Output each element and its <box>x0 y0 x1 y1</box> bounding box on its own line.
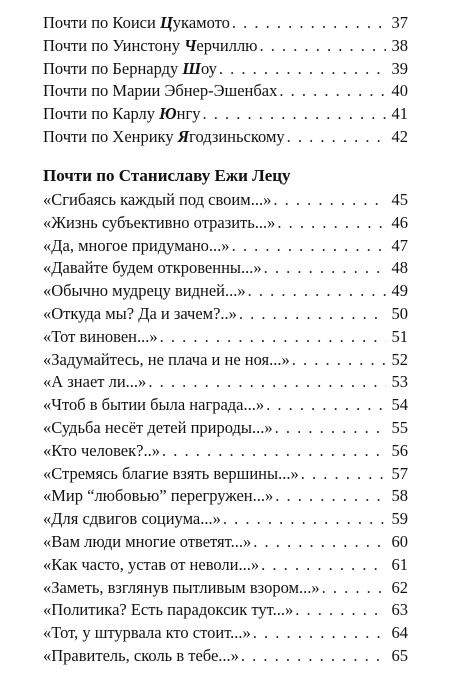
toc-entry-title <box>43 577 320 600</box>
toc-entry <box>43 394 408 417</box>
toc-entry <box>43 12 408 35</box>
toc-entry <box>43 58 408 81</box>
author-initial: Я <box>177 126 190 146</box>
toc-entry-title <box>43 303 237 326</box>
dot-leader <box>232 12 386 35</box>
toc-entry-title <box>43 622 251 645</box>
poem-title: «Судьба несёт детей природы...» <box>43 417 273 437</box>
toc-page-number: 40 <box>391 81 408 101</box>
author-initial: Ц <box>159 13 173 32</box>
toc-entry <box>43 531 408 554</box>
toc-entry <box>43 485 408 508</box>
toc-entry-title <box>43 326 158 349</box>
toc-page-number: 48 <box>391 258 408 278</box>
toc-entry <box>43 103 408 126</box>
dot-leader <box>253 622 386 645</box>
toc-entry-title <box>43 554 259 577</box>
dot-leader <box>275 485 386 508</box>
toc-entry-title <box>43 417 273 440</box>
poem-title: «Сгибаясь каждый под своим...» <box>43 190 272 209</box>
toc-entry <box>43 622 408 645</box>
author-initial: Ч <box>184 35 197 55</box>
toc-page-number: 58 <box>391 486 408 506</box>
toc-page-number: 37 <box>391 13 408 32</box>
toc-page-number: 63 <box>391 600 408 620</box>
toc-page-number: 38 <box>391 35 408 55</box>
toc-page-number: 56 <box>391 440 408 460</box>
poem-title: «Чтоб в бытии была награда...» <box>43 395 265 415</box>
toc-entry-title <box>43 440 160 463</box>
toc-page-number: 65 <box>391 645 408 665</box>
dot-leader <box>241 645 386 668</box>
poem-title: «Для сдвигов социума...» <box>43 509 221 529</box>
author-prefix: Почти по Хенрику <box>43 126 178 146</box>
dot-leader <box>148 371 386 394</box>
poem-title: «Правитель, сколь в тебе...» <box>43 645 239 665</box>
toc-entry <box>43 189 408 212</box>
dot-leader <box>202 103 386 126</box>
dot-leader <box>273 189 386 212</box>
author-initial: Ш <box>182 58 202 78</box>
toc-entry <box>43 235 408 258</box>
toc-entry <box>43 645 408 668</box>
poem-title: «Вам люди многие ответят...» <box>43 531 252 551</box>
dot-leader <box>239 303 386 326</box>
dot-leader <box>277 212 386 235</box>
toc-page-number: 50 <box>391 303 408 323</box>
toc-entry-title <box>43 189 271 212</box>
toc-entry <box>43 417 408 440</box>
top-toc-list <box>43 12 408 149</box>
toc-page-number: 42 <box>391 126 408 146</box>
toc-page-number: 49 <box>391 281 408 301</box>
toc-entry <box>43 212 408 235</box>
dot-leader <box>301 463 386 486</box>
author-rest: укамото <box>172 13 230 32</box>
dot-leader <box>253 531 386 554</box>
toc-entry-title <box>43 235 230 258</box>
poem-title: «Как часто, устав от неволи...» <box>43 554 260 574</box>
poem-title: «Заметь, взглянув пытливым взором...» <box>43 577 320 597</box>
poem-title: «А знает ли...» <box>43 372 147 392</box>
dot-leader <box>275 417 386 440</box>
author-rest: оу <box>201 58 217 78</box>
toc-entry <box>43 280 408 303</box>
toc-entry-title <box>43 463 299 486</box>
toc-entry-title <box>43 645 239 668</box>
poem-title: «Стремясь благие взять вершины...» <box>43 463 299 483</box>
poem-title: «Давайте будем откровенны...» <box>43 258 262 278</box>
toc-page-number: 57 <box>391 463 408 483</box>
toc-page-number: 45 <box>391 190 408 209</box>
poem-title: «Жизнь субъективно отразить...» <box>43 212 276 232</box>
toc-page-number: 52 <box>391 349 408 369</box>
section-heading: Почти по Станиславу Ежи Лецу <box>43 166 291 185</box>
dot-leader <box>260 35 386 58</box>
author-rest: нгу <box>176 104 201 124</box>
toc-entry-title <box>43 508 221 531</box>
dot-leader <box>219 58 386 81</box>
toc-entry-title <box>43 103 200 126</box>
dot-leader <box>232 235 386 258</box>
poem-title: «Кто человек?..» <box>43 440 160 460</box>
toc-page-number: 47 <box>391 235 408 255</box>
section-toc-list <box>43 189 408 668</box>
toc-entry-title <box>43 349 290 372</box>
poem-title: «Обычно мудрецу видней...» <box>43 281 246 301</box>
author-rest: годзиньскому <box>189 126 285 146</box>
poem-title: «Мир “любовью” перегружен...» <box>43 486 274 506</box>
toc-page-number: 54 <box>391 395 408 415</box>
author-prefix: Почти по Бернарду <box>43 58 183 78</box>
dot-leader <box>264 257 386 280</box>
toc-entry <box>43 440 408 463</box>
dot-leader <box>160 326 386 349</box>
toc-entry <box>43 599 408 622</box>
toc-entry <box>43 554 408 577</box>
toc-page-number: 60 <box>391 531 408 551</box>
dot-leader <box>279 80 386 103</box>
toc-entry-title <box>43 58 217 81</box>
toc-entry <box>43 257 408 280</box>
toc-entry-title <box>43 12 230 35</box>
toc-page-number: 62 <box>391 577 408 597</box>
author-rest: ерчиллю <box>196 35 258 55</box>
toc-entry <box>43 80 408 103</box>
toc-entry <box>43 463 408 486</box>
toc-entry-title <box>43 371 146 394</box>
dot-leader <box>287 126 386 149</box>
poem-title: «Да, многое придумано...» <box>43 235 230 255</box>
dot-leader <box>295 599 386 622</box>
toc-entry <box>43 577 408 600</box>
toc-entry <box>43 303 408 326</box>
author-prefix: Почти по Марии Эбнер-Эшенбах <box>43 81 278 101</box>
toc-entry-title <box>43 485 273 508</box>
poem-title: «Тот, у штурвала кто стоит...» <box>43 623 251 643</box>
author-prefix: Почти по Уинстону <box>43 35 185 55</box>
toc-page-number: 46 <box>391 212 408 232</box>
poem-title: «Политика? Есть парадоксик тут...» <box>43 600 294 620</box>
toc-entry-title <box>43 257 262 280</box>
toc-entry-title <box>43 126 285 149</box>
toc-entry-title <box>43 35 258 58</box>
toc-page-number: 59 <box>391 509 408 529</box>
dot-leader <box>248 280 386 303</box>
dot-leader <box>292 349 386 372</box>
toc-page-number: 39 <box>391 58 408 78</box>
dot-leader <box>322 577 386 600</box>
author-initial: Ю <box>159 104 177 124</box>
toc-entry <box>43 349 408 372</box>
dot-leader <box>162 440 386 463</box>
poem-title: «Тот виновен...» <box>43 326 158 346</box>
toc-entry <box>43 326 408 349</box>
toc-page-number: 51 <box>391 326 408 346</box>
dot-leader <box>266 394 386 417</box>
dot-leader <box>223 508 386 531</box>
toc-entry-title <box>43 212 275 235</box>
toc-page-number: 41 <box>391 104 408 124</box>
toc-entry <box>43 371 408 394</box>
toc-entry <box>43 508 408 531</box>
toc-page-number: 53 <box>391 372 408 392</box>
poem-title: «Откуда мы? Да и зачем?..» <box>43 303 237 323</box>
author-prefix: Почти по Коиси <box>43 13 160 32</box>
toc-entry-title <box>43 531 251 554</box>
toc-entry-title <box>43 599 293 622</box>
toc-page-number: 55 <box>391 417 408 437</box>
toc-entry-title <box>43 80 277 103</box>
toc-page-number: 61 <box>391 554 408 574</box>
poem-title: «Задумайтесь, не плача и не ноя...» <box>43 349 290 369</box>
toc-entry-title <box>43 280 246 303</box>
author-prefix: Почти по Карлу <box>43 104 160 124</box>
dot-leader <box>261 554 386 577</box>
toc-entry <box>43 126 408 149</box>
toc-entry <box>43 35 408 58</box>
toc-page-number: 64 <box>391 623 408 643</box>
toc-entry-title <box>43 394 264 417</box>
